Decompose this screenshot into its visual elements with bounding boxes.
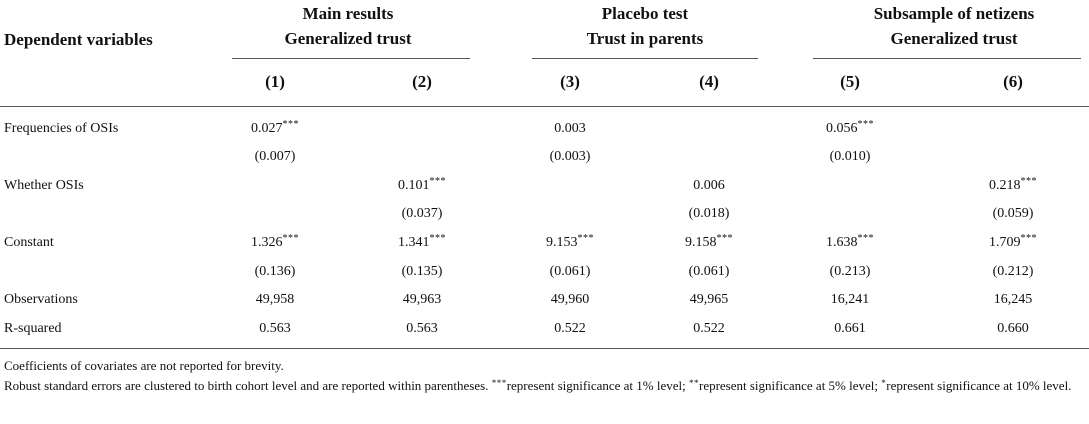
column-number-3: (3) xyxy=(560,72,580,91)
cell-value: (0.010) xyxy=(829,149,871,164)
table-cell xyxy=(215,149,335,165)
group-title: Subsample of netizens xyxy=(873,4,1035,23)
cell-value: 1.326 xyxy=(251,235,283,250)
group-header-subsample-netizens xyxy=(834,1,1074,51)
table-cell xyxy=(790,264,910,280)
row-label: R-squared xyxy=(4,321,62,336)
cell-value: 1.341 xyxy=(398,235,430,250)
cell-value: 0.522 xyxy=(693,321,725,336)
table-cell xyxy=(649,235,769,251)
cell-value: 49,958 xyxy=(255,292,295,307)
row-label-header: Dependent variables xyxy=(4,30,153,49)
significance-stars: *** xyxy=(857,119,874,130)
column-number-1: (1) xyxy=(265,72,285,91)
table-cell xyxy=(790,235,910,251)
table-cell xyxy=(510,149,630,165)
significance-stars: *** xyxy=(429,176,446,187)
table-cell xyxy=(790,121,910,137)
table-cell xyxy=(510,235,630,251)
group-underline-placebo xyxy=(532,58,758,59)
group-subtitle: Trust in parents xyxy=(586,29,704,48)
note-stars-2: ** xyxy=(688,378,699,388)
group-title: Main results xyxy=(302,4,394,23)
cell-value: 49,963 xyxy=(402,292,442,307)
cell-value: 0.006 xyxy=(693,178,725,193)
group-title: Placebo test xyxy=(601,4,689,23)
column-number-2: (2) xyxy=(412,72,432,91)
cell-value: 0.563 xyxy=(259,321,291,336)
table-note-covariates: Coefficients of covariates are not reported for brevity. xyxy=(4,358,284,373)
table-cell xyxy=(510,292,630,308)
table-cell xyxy=(649,206,769,222)
cell-value: (0.061) xyxy=(549,264,591,279)
row-label: Frequencies of OSIs xyxy=(4,121,119,136)
table-cell xyxy=(953,178,1073,194)
cell-value: (0.018) xyxy=(688,206,730,221)
significance-stars: *** xyxy=(857,233,874,244)
cell-value: (0.136) xyxy=(254,264,296,279)
table-cell xyxy=(215,292,335,308)
table-cell xyxy=(790,292,910,308)
table-cell xyxy=(510,264,630,280)
cell-value: 0.563 xyxy=(406,321,438,336)
row-label: Observations xyxy=(4,292,78,307)
group-header-main-results xyxy=(238,1,458,51)
cell-value: 1.709 xyxy=(989,235,1021,250)
table-cell xyxy=(953,264,1073,280)
significance-stars: *** xyxy=(282,233,299,244)
table-cell xyxy=(790,321,910,337)
cell-value: 0.522 xyxy=(554,321,586,336)
significance-stars: *** xyxy=(429,233,446,244)
table-cell xyxy=(649,321,769,337)
note-stars-1: * xyxy=(881,378,887,388)
cell-value: 49,960 xyxy=(550,292,590,307)
table-note-significance xyxy=(4,377,1084,396)
group-header-placebo-test xyxy=(535,1,755,51)
cell-value: (0.007) xyxy=(254,149,296,164)
significance-stars: *** xyxy=(716,233,733,244)
table-cell xyxy=(953,292,1073,308)
cell-value: 0.661 xyxy=(834,321,866,336)
column-number-6: (6) xyxy=(1003,72,1023,91)
table-cell xyxy=(510,321,630,337)
group-subtitle: Generalized trust xyxy=(284,29,412,48)
cell-value: 0.101 xyxy=(398,178,430,193)
cell-value: (0.061) xyxy=(688,264,730,279)
cell-value: (0.212) xyxy=(992,264,1034,279)
cell-value: (0.059) xyxy=(992,206,1034,221)
column-number-5: (5) xyxy=(840,72,860,91)
cell-value: 0.003 xyxy=(554,121,586,136)
group-underline-netizens xyxy=(813,58,1081,59)
table-cell xyxy=(953,321,1073,337)
group-subtitle: Generalized trust xyxy=(890,29,1018,48)
table-cell xyxy=(362,292,482,308)
note-stars-3: *** xyxy=(491,378,507,388)
cell-value: (0.135) xyxy=(401,264,443,279)
note-text: represent significance at 10% level. xyxy=(886,378,1072,393)
row-label: Whether OSIs xyxy=(4,178,84,193)
significance-stars: *** xyxy=(577,233,594,244)
table-cell xyxy=(649,178,769,194)
table-cell xyxy=(215,264,335,280)
significance-stars: *** xyxy=(282,119,299,130)
cell-value: (0.037) xyxy=(401,206,443,221)
cell-value: 1.638 xyxy=(826,235,858,250)
cell-value: 0.218 xyxy=(989,178,1021,193)
cell-value: 16,241 xyxy=(830,292,870,307)
cell-value: (0.213) xyxy=(829,264,871,279)
table-cell xyxy=(649,264,769,280)
table-cell xyxy=(215,321,335,337)
cell-value: 0.056 xyxy=(826,121,858,136)
table-cell xyxy=(649,292,769,308)
cell-value: (0.003) xyxy=(549,149,591,164)
table-cell xyxy=(362,178,482,194)
significance-stars: *** xyxy=(1020,233,1037,244)
table-cell xyxy=(362,321,482,337)
table-cell xyxy=(362,264,482,280)
table-cell xyxy=(215,121,335,137)
cell-value: 16,245 xyxy=(993,292,1033,307)
table-cell xyxy=(362,206,482,222)
group-underline-main xyxy=(232,58,470,59)
cell-value: 9.158 xyxy=(685,235,717,250)
note-text: Robust standard errors are clustered to birth cohort level and are reported within parentheses. xyxy=(4,378,492,393)
header-bottom-rule xyxy=(0,106,1089,107)
note-text: represent significance at 1% level; xyxy=(506,378,689,393)
significance-stars: *** xyxy=(1020,176,1037,187)
row-label: Constant xyxy=(4,235,54,250)
table-cell xyxy=(215,235,335,251)
note-text: represent significance at 5% level; xyxy=(698,378,882,393)
cell-value: 0.660 xyxy=(997,321,1029,336)
table-cell xyxy=(790,149,910,165)
table-cell xyxy=(953,206,1073,222)
cell-value: 0.027 xyxy=(251,121,283,136)
table-cell xyxy=(953,235,1073,251)
cell-value: 9.153 xyxy=(546,235,578,250)
table-cell xyxy=(510,121,630,137)
table-cell xyxy=(362,235,482,251)
table-bottom-rule xyxy=(0,348,1089,349)
column-number-4: (4) xyxy=(699,72,719,91)
cell-value: 49,965 xyxy=(689,292,729,307)
